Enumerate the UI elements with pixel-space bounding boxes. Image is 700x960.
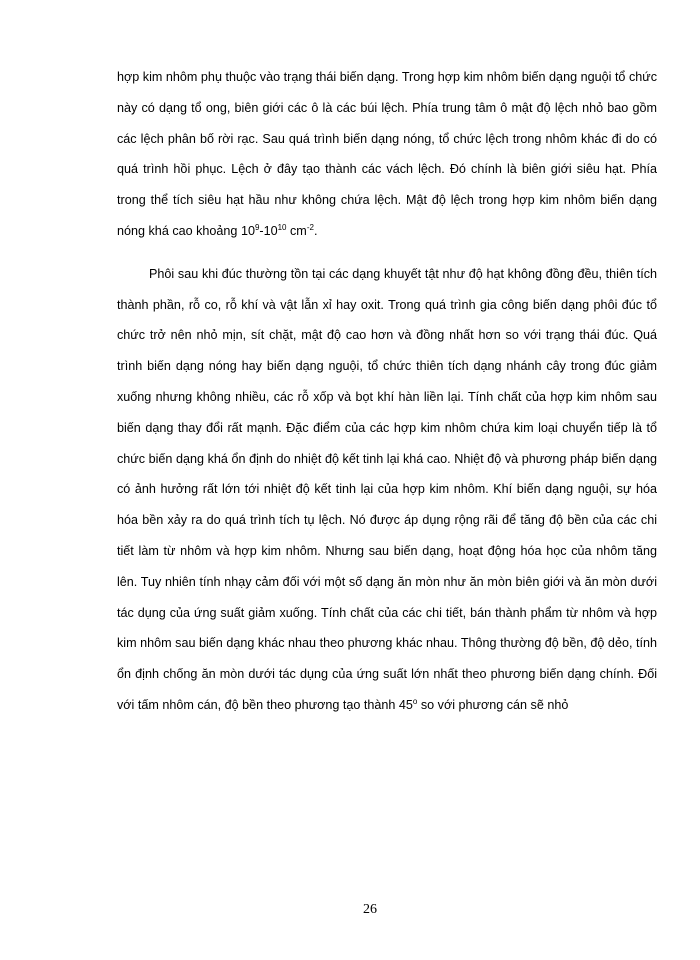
page-number: 26 bbox=[363, 902, 377, 917]
paragraph-text: so với phương cán sẽ nhỏ bbox=[417, 697, 569, 712]
paragraph-text: hợp kim nhôm phụ thuộc vào trạng thái biến dạng. Trong hợp kim nhôm biến dạng nguội tổ chức này có dạng tổ ong, biên giới các ô là các búi lệch. Phía trung tâm ô mật độ lệch nhỏ bao gồm các lệch phân bố rời rạc. Sau quá trình biến dạng nóng, tổ chức lệch trong nhôm khác đi do có quá trình hồi phục. Lệch ở đây tạo thành các vách lệch. Đó chính là biên giới siêu hạt. Phía trong thể tích siêu hạt hầu như không chứa lệch. Mật độ lệch trong hợp kim nhôm biến dạng nóng khá cao khoảng 10 bbox=[117, 70, 657, 238]
superscript-exponent: 9 bbox=[254, 222, 260, 232]
paragraph-text: cm bbox=[286, 223, 307, 238]
paragraph-text: -10 bbox=[259, 223, 278, 238]
document-page-body bbox=[117, 62, 657, 721]
superscript-degree: o bbox=[412, 696, 418, 706]
superscript-exponent: 10 bbox=[277, 222, 287, 232]
paragraph-casting-defects bbox=[117, 259, 657, 721]
paragraph-dislocation-structure bbox=[117, 62, 657, 247]
paragraph-text: . bbox=[313, 223, 318, 238]
superscript-exponent: -2 bbox=[306, 222, 314, 232]
paragraph-text: Phôi sau khi đúc thường tồn tại các dạng khuyết tật như độ hạt không đồng đều, thiên tích thành phần, rỗ co, rỗ khí và vật lẫn xỉ hay oxit. Trong quá trình gia công biến dạng phôi đúc tổ chức trở nên nhỏ mịn, sít chặt, mật độ cao hơn và đồng nhất hơn so với trạng thái đúc. Quá trình biến dạng nóng hay biến dạng nguội, tổ chức thiên tích dạng nhánh cây trong đúc giảm xuống nhưng không nhiều, các rỗ xốp và bọt khí hàn liền lại. Tính chất của hợp kim nhôm sau biến dạng thay đổi rất mạnh. Đặc điểm của các hợp kim nhôm chứa kim loại chuyển tiếp là tổ chức biến dạng khá ổn định do nhiệt độ kết tinh lại khá cao. Nhiệt độ và phương pháp biến dạng có ảnh hưởng rất lớn tới nhiệt độ kết tinh lại của hợp kim nhôm. Khí biến dạng nguội, sự hóa hóa bền xảy ra do quá trình tích tụ lệch. Nó được áp dụng rộng rãi để tăng độ bền của các chi tiết làm từ nhôm và hợp kim nhôm. Nhưng sau biến dạng, hoạt động hóa học của nhôm tăng lên. Tuy nhiên tính nhạy cảm đối với một số dạng ăn mòn như ăn mòn biên giới và ăn mòn dưới tác dụng của ứng suất giảm xuống. Tính chất của các chi tiết, bán thành phẩm từ nhôm và hợp kim nhôm sau biến dạng khác nhau theo phương khác nhau. Thông thường độ bền, độ dẻo, tính ổn định chống ăn mòn dưới tác dụng của ứng suất lớn nhất theo phương biến dạng chính. Đối với tấm nhôm cán, độ bền theo phương tạo thành 45 bbox=[117, 266, 657, 712]
